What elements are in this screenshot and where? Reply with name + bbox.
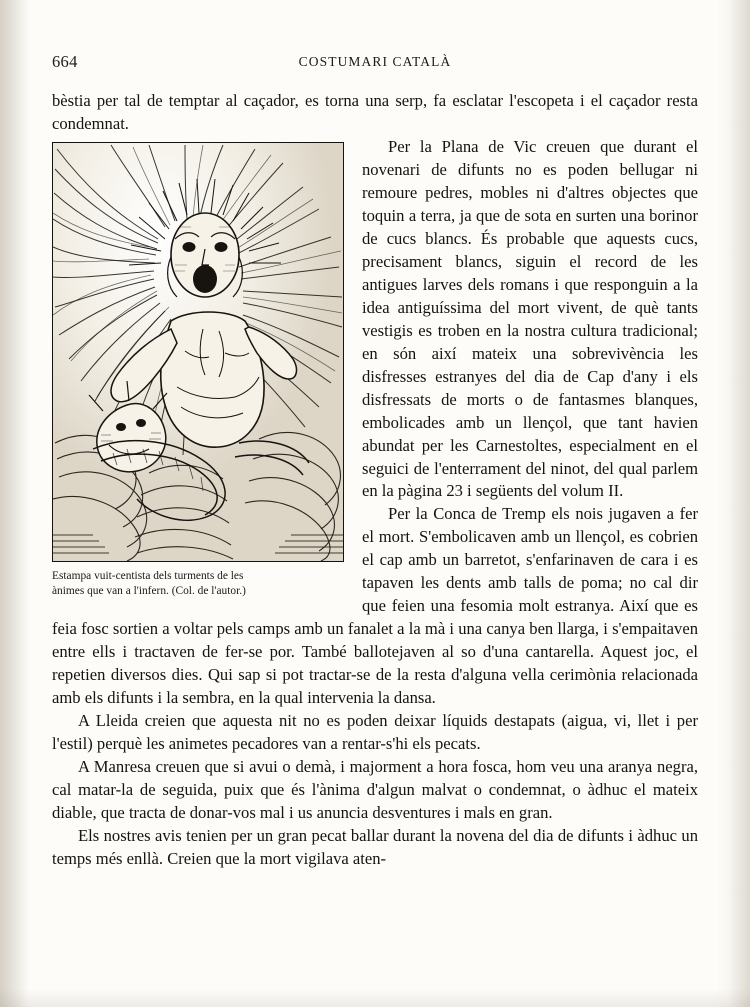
paragraph-5: A Manresa creuen que si avui o demà, i majorment a hora fosca, hom veu una aranya negra, cal matar-la de seguida, puix que és l'ànima d'algun malvat o condemnat, o àdhuc el mateix diable, que tracta de donar-vos mal i us anuncia desventures i mals en gran. (52, 757, 698, 823)
paragraph-6: Els nostres avis tenien per un gran pecat ballar durant la novena del dia de difunts i àdhuc un temps més enllà. Creien que la mort vigilava aten- (52, 826, 698, 868)
page-edge-shadow-right (728, 0, 750, 1007)
body-text-column (52, 90, 698, 871)
figure-caption-line-2: ànimes que van a l'infern. (Col. de l'autor.) (52, 584, 246, 597)
figure-block (52, 142, 346, 599)
page-edge-shadow-left (0, 0, 30, 1007)
woodcut-frame (52, 142, 344, 562)
paragraph-2: Per la Plana de Vic creuen que durant el novenari de difunts no es poden bellugar ni remoure pedres, mobles ni d'altres objectes que toquin a terra, ja que de sota en surten una borinor de cucs blancs. És probable que aquests cucs, precisament blancs, siguin el record de les antigues larves dels romans i que responguin a la idea antiguíssima del mort vivent, de què tants vestigis es troben en la nostra cultura tradicional; en són així mateix una sobrevivència les disfresses estranyes del dia de Cap d'any i els disfressats de morts o de fantasmes blanques, embolicades amb un llençol, que tant havien abundat per les Carnestoltes, especialment en el seguici de l'enterrament del ninot, del qual parlem en la pàgina 23 i següents del volum II. (362, 136, 698, 501)
page-number: 664 (52, 52, 78, 71)
woodcut-illustration-souls-in-hell (53, 143, 343, 561)
running-head (52, 52, 698, 82)
figure-caption-line-1: Estampa vuit-centista dels turments de les (52, 569, 244, 582)
figure-caption (52, 569, 346, 599)
paragraph-3: Per la Conca de Tremp els nois jugaven a fer el mort. S'embolicaven amb un llençol, es cobrien el cap amb un barretot, s'enfarinaven de cara i es tapaven les dents amb talls de poma; no cal dir que feien una fesomia molt estranya. Així que es feia fosc sortien a voltar pels camps amb un fanalet a la mà i una canya ben llarga, i s'empaitaven entre ells i tractaven de fer-se por. També ballotejaven al so d'una cantarella. Aquest joc, el repetien diversos dies. Qui sap si pot tractar-se de la resta d'alguna vella cerimònia relacionada amb els difunts i la sembra, en la qual intervenia la dansa. (52, 504, 698, 708)
running-title: COSTUMARI CATALÀ (298, 54, 452, 69)
page-content (52, 52, 698, 871)
paragraph-4: A Lleida creien que aquesta nit no es poden deixar líquids destapats (aigua, vi, llet i per l'estil) perquè les animetes pecadores van a rentar-s'hi els pecats. (52, 711, 698, 754)
page-edge-shadow-bottom (0, 989, 750, 1007)
paragraph-1: bèstia per tal de temptar al caçador, es torna una serp, fa esclatar l'escopeta i el caçador resta condemnat. (52, 91, 698, 133)
